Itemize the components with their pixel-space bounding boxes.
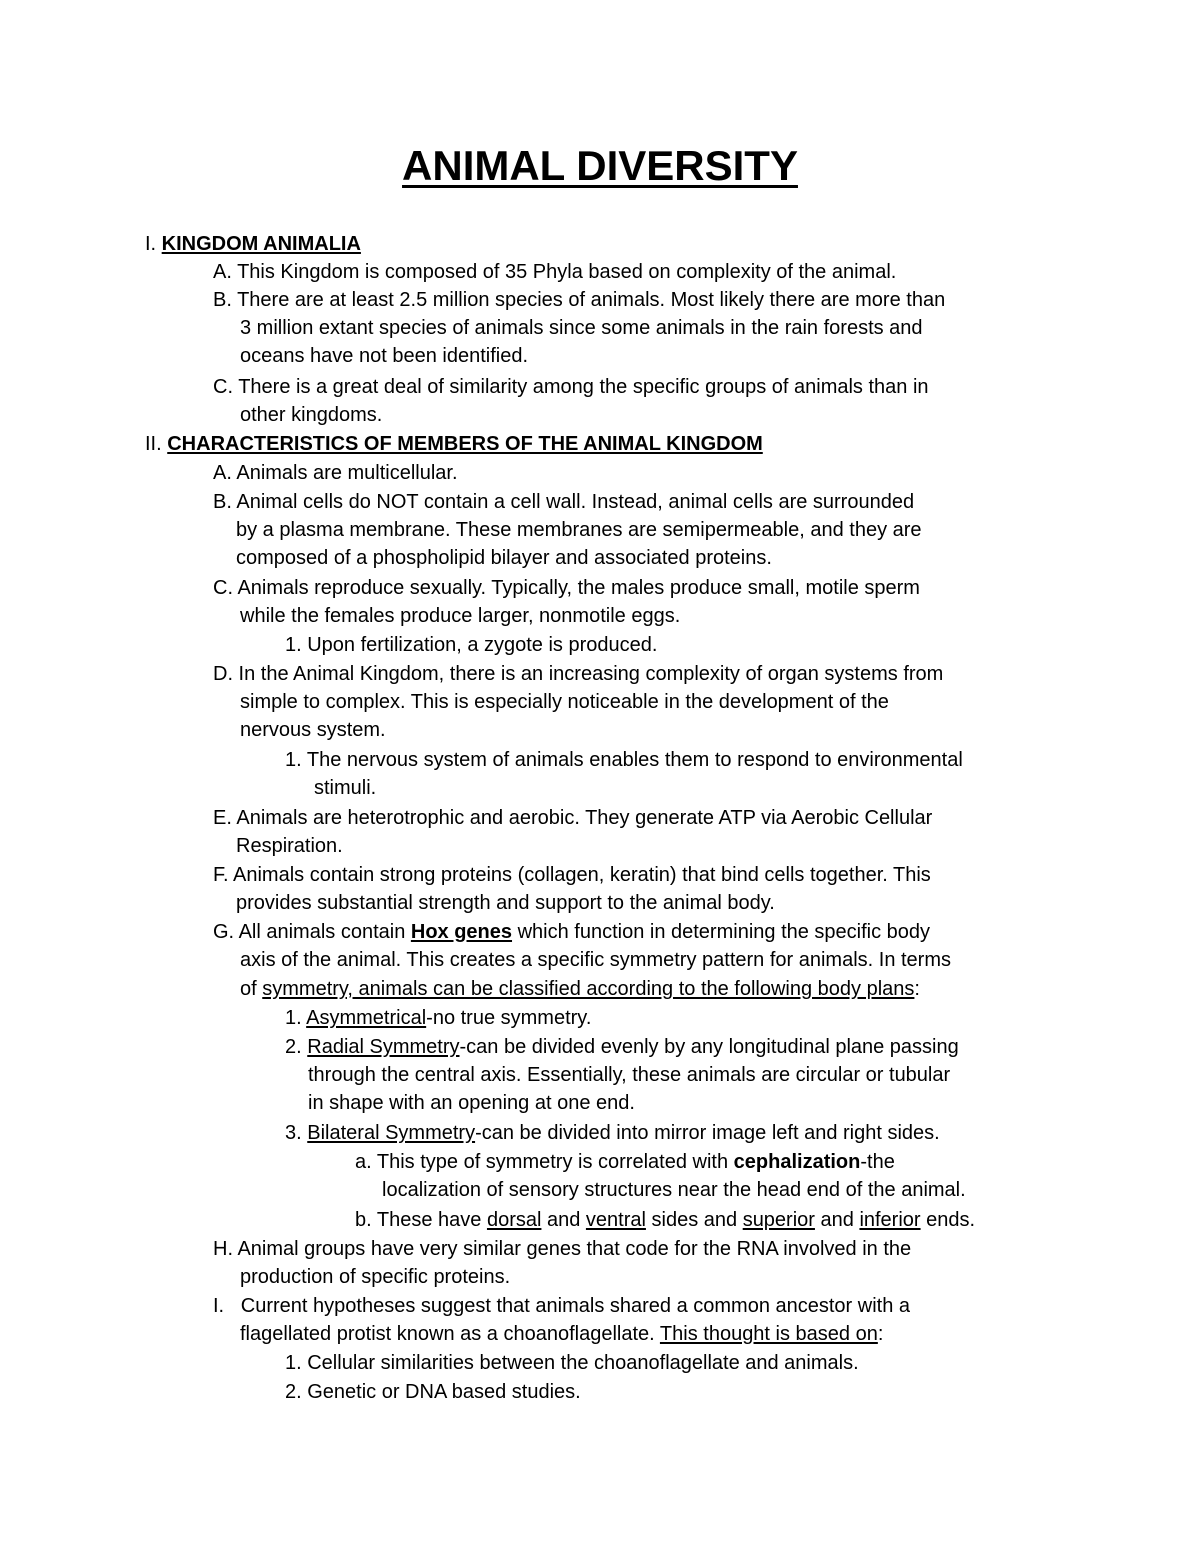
list-item-continuation: Respiration.	[236, 835, 343, 857]
text-run: b. These have	[355, 1209, 487, 1231]
list-item: B. There are at least 2.5 million species of animals. Most likely there are more than	[213, 289, 946, 311]
text-run: sides and	[645, 1209, 743, 1231]
list-item-continuation	[240, 975, 920, 1003]
list-item: F. Animals contain strong proteins (collagen, keratin) that bind cells together. This	[213, 864, 931, 886]
section-title: KINGDOM ANIMALIA	[161, 233, 361, 255]
sub-list-item: 1. The nervous system of animals enables them to respond to environmental	[285, 749, 963, 771]
bilateral-symmetry-term: Bilateral Symmetry	[307, 1122, 476, 1144]
inferior-term: inferior	[859, 1209, 921, 1231]
list-item: H. Animal groups have very similar genes that code for the RNA involved in the	[213, 1238, 912, 1260]
section-number: II.	[145, 433, 168, 455]
sub-list-item: 2. Genetic or DNA based studies.	[285, 1381, 581, 1403]
text-run: a. This type of symmetry is correlated with	[355, 1151, 734, 1173]
text-run: G. All animals contain	[213, 921, 411, 943]
sub-list-item-continuation: in shape with an opening at one end.	[308, 1092, 635, 1114]
text-run: flagellated protist known as a choanoflagellate.	[240, 1323, 660, 1345]
asymmetrical-term: Asymmetrical	[306, 1007, 427, 1029]
text-run: :	[877, 1323, 884, 1345]
list-item-continuation: provides substantial strength and support to the animal body.	[236, 892, 775, 914]
dorsal-term: dorsal	[486, 1209, 542, 1231]
underlined-phrase: symmetry, animals can be classified according to the following body plans	[262, 978, 915, 1000]
page-title: ANIMAL DIVERSITY	[402, 142, 798, 189]
sub-list-item: 1. Cellular similarities between the choanoflagellate and animals.	[285, 1352, 859, 1374]
text-run: -the	[860, 1151, 895, 1173]
text-run: ends.	[920, 1209, 976, 1231]
list-item: B. Animal cells do NOT contain a cell wall. Instead, animal cells are surrounded	[213, 491, 915, 513]
sub-sub-list-item	[355, 1148, 895, 1176]
list-item-continuation: composed of a phospholipid bilayer and associated proteins.	[236, 547, 772, 569]
hox-genes-term: Hox genes	[410, 921, 513, 943]
cephalization-term: cephalization	[733, 1151, 861, 1173]
superior-term: superior	[742, 1209, 815, 1231]
sub-sub-list-item-continuation: localization of sensory structures near the head end of the animal.	[382, 1179, 966, 1201]
list-item: A. This Kingdom is composed of 35 Phyla based on complexity of the animal.	[213, 261, 897, 283]
section-heading-kingdom-animalia	[145, 230, 361, 258]
list-item: E. Animals are heterotrophic and aerobic. They generate ATP via Aerobic Cellular	[213, 807, 933, 829]
list-item-continuation: by a plasma membrane. These membranes are semipermeable, and they are	[236, 519, 922, 541]
text-run: of	[240, 978, 263, 1000]
underlined-phrase: This thought is based on	[659, 1323, 878, 1345]
text-run: -can be divided evenly by any longitudinal plane passing	[459, 1036, 959, 1058]
list-item-continuation: oceans have not been identified.	[240, 345, 528, 367]
ventral-term: ventral	[585, 1209, 646, 1231]
list-item	[213, 918, 930, 946]
text-run: -no true symmetry.	[426, 1007, 592, 1029]
text-run: :	[914, 978, 920, 1000]
text-run: and	[814, 1209, 860, 1231]
list-item: C. Animals reproduce sexually. Typically, the males produce small, motile sperm	[213, 577, 920, 599]
text-run: 3.	[285, 1122, 308, 1144]
text-run: which function in determining the specific body	[512, 921, 931, 943]
text-run: -can be divided into mirror image left and right sides.	[475, 1122, 940, 1144]
text-run: 1.	[285, 1007, 307, 1029]
text-run: 2.	[285, 1036, 308, 1058]
sub-sub-list-item	[355, 1206, 975, 1234]
list-item: D. In the Animal Kingdom, there is an increasing complexity of organ systems from	[213, 663, 944, 685]
sub-list-item-continuation: through the central axis. Essentially, these animals are circular or tubular	[308, 1064, 951, 1086]
list-item-continuation: while the females produce larger, nonmotile eggs.	[240, 605, 681, 627]
sub-list-item	[285, 1033, 959, 1061]
list-item: A. Animals are multicellular.	[213, 462, 458, 484]
list-item-continuation: axis of the animal. This creates a specific symmetry pattern for animals. In terms	[240, 949, 951, 971]
sub-list-item	[285, 1119, 940, 1147]
text-run: and	[541, 1209, 586, 1231]
section-title: CHARACTERISTICS OF MEMBERS OF THE ANIMAL KINGDOM	[167, 433, 763, 455]
radial-symmetry-term: Radial Symmetry	[307, 1036, 460, 1058]
section-number: I.	[145, 233, 162, 255]
list-item: I. Current hypotheses suggest that animals shared a common ancestor with a	[213, 1295, 911, 1317]
list-item-continuation: 3 million extant species of animals since some animals in the rain forests and	[240, 317, 923, 339]
list-item-continuation	[240, 1320, 883, 1348]
sub-list-item: 1. Upon fertilization, a zygote is produced.	[285, 634, 658, 656]
list-item-continuation: nervous system.	[240, 719, 386, 741]
sub-list-item-continuation: stimuli.	[314, 777, 377, 799]
list-item-continuation: other kingdoms.	[240, 404, 383, 426]
list-item-continuation: production of specific proteins.	[240, 1266, 511, 1288]
section-heading-characteristics	[145, 430, 763, 458]
list-item: C. There is a great deal of similarity among the specific groups of animals than in	[213, 376, 929, 398]
list-item-continuation: simple to complex. This is especially noticeable in the development of the	[240, 691, 889, 713]
sub-list-item	[285, 1004, 591, 1032]
